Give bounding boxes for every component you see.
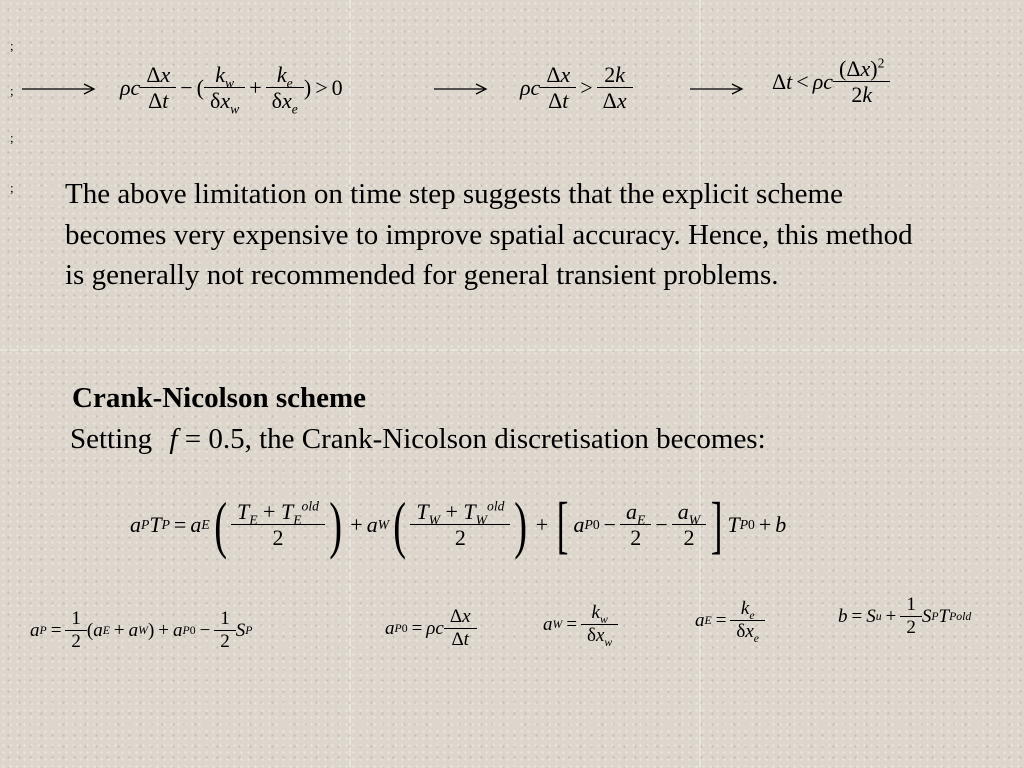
arrow-icon — [20, 82, 98, 101]
bullet-marker: ; — [10, 180, 14, 195]
arrow-icon — [688, 82, 746, 101]
coefficient-b: b = S u + $\frac{1}{2}$ S P T P old — [838, 594, 972, 638]
bullet-marker: ; — [10, 38, 14, 53]
setting-prefix: Setting — [70, 423, 153, 455]
coefficient-aW: a W = $\frac{k_w}{\delta x_w}$ — [543, 602, 618, 648]
setting-equals: = 0.5, the Crank-Nicolson discretisation becomes: — [184, 423, 766, 455]
setting-line — [70, 423, 766, 456]
setting-variable: f — [169, 423, 178, 455]
section-heading: Crank-Nicolson scheme — [72, 382, 367, 414]
bullet-marker: ; — [10, 83, 14, 98]
bullet-marker: ; — [10, 130, 14, 145]
stability-inequality-1: ρc $\frac{\Delta x}{\Delta t}$ − ( $\frac{k_w}{\delta x_w}$ + $\frac{k_e}{\delta x_e}$ ) > 0 — [120, 62, 343, 117]
crank-nicolson-equation: a P T P = a E ( $\frac{T_E + T_E^{old}}{2}$ ) + a W ( $\frac{T_W + T_W^{old}}{2}$ ) + [ a P 0 − $\frac{a_E}{2}$ − $\frac{a_W}{2}$ ] T P 0 + b — [130, 489, 787, 560]
coefficient-aP: a P = $\frac{1}{2}$ ( a E + a W ) + a P 0 − $\frac{1}{2}$ S P — [30, 608, 253, 652]
explanation-paragraph: The above limitation on time step suggests that the explicit scheme becomes very expensive to improve spatial accuracy. Hence, this method is generally not recommended for general transient problems. — [65, 178, 913, 291]
coefficient-aP0: a P 0 = ρc $\frac{\Delta x}{\Delta t}$ — [385, 606, 477, 652]
time-step-limit: Δ t < ρc $\frac{(\Delta x)^2}{2k}$ — [772, 56, 890, 109]
stability-inequality-2: ρc $\frac{\Delta x}{\Delta t}$ > $\frac{2k}{\Delta x}$ — [520, 62, 633, 115]
coefficient-aE: a E = $\frac{k_e}{\delta x_e}$ — [695, 598, 765, 644]
arrow-icon — [432, 82, 490, 101]
